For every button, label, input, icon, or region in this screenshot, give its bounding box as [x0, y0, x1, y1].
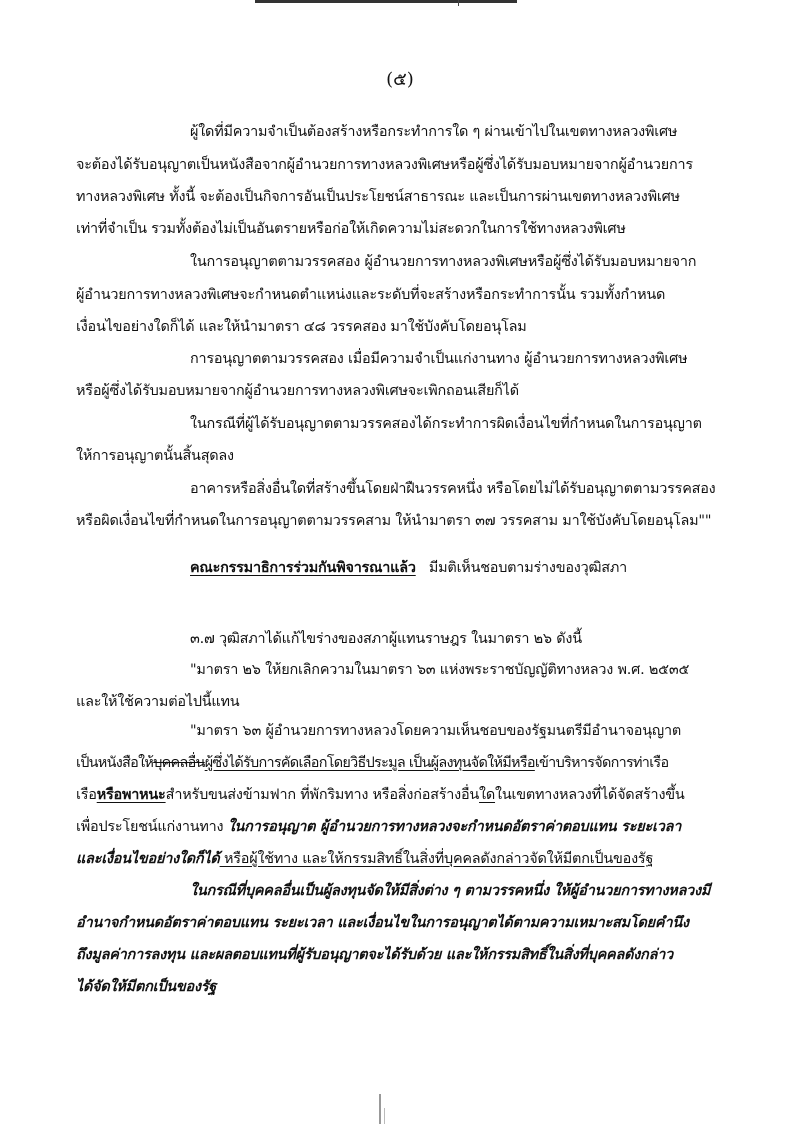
deleted-text: และเงื่อนไขอย่างใดก็ได้	[76, 850, 220, 867]
paragraph-line	[76, 751, 668, 774]
paragraph-line: หรือผู้ซึ่งได้รับมอบหมายจากผู้อำนวยการทางหลวงพิเศษจะเพิกถอนเสียก็ได้	[76, 383, 519, 399]
paragraph-line: ทางหลวงพิเศษ ทั้งนี้ จะต้องเป็นกิจการอันเป็นประโยชน์สาธารณะ และเป็นการผ่านเขตทางหลวงพิเศษ	[76, 189, 680, 205]
paragraph-line: การอนุญาตตามวรรคสอง เมื่อมีความจำเป็นแก่งานทาง ผู้อำนวยการทางหลวงพิเศษ	[190, 351, 688, 367]
inserted-text: หรือพาหนะ	[96, 786, 166, 803]
paragraph-line	[76, 783, 685, 806]
paragraph-line: อาคารหรือสิ่งอื่นใดที่สร้างขึ้นโดยฝ่าฝืนวรรคหนึ่ง หรือโดยไม่ได้รับอนุญาตตามวรรคสอง	[190, 481, 716, 497]
deleted-text: บุคคลอื่น	[153, 755, 205, 771]
text-segment: เข้าบริหารจัดการท่าเรือ	[534, 755, 669, 771]
paragraph-line	[76, 815, 681, 838]
scan-edge-mark	[379, 1094, 381, 1124]
paragraph-line: ได้จัดให้มีตกเป็นของรัฐ	[76, 978, 217, 995]
paragraph-line: "มาตรา ๒๖ ให้ยกเลิกความในมาตรา ๖๓ แห่งพระราชบัญญัติทางหลวง พ.ศ. ๒๕๓๕	[190, 662, 690, 678]
committee-result: มีมติเห็นชอบตามร่างของวุฒิสภา	[428, 560, 628, 576]
paragraph-line: อำนาจกำหนดอัตราค่าตอบแทน ระยะเวลา และเงื่อนไขในการอนุญาตได้ตามความเหมาะสมโดยคำนึง	[76, 914, 689, 931]
page-number: (๕)	[386, 69, 414, 90]
paragraph-line: ในการอนุญาตตามวรรคสอง ผู้อำนวยการทางหลวงพิเศษหรือผู้ซึ่งได้รับมอบหมายจาก	[190, 254, 697, 270]
paragraph-line: ในกรณีที่บุคคลอื่นเป็นผู้ลงทุนจัดให้มีสิ่งต่าง ๆ ตามวรรคหนึ่ง ให้ผู้อำนวยการทางหลวงมี	[190, 882, 711, 899]
text-segment: เป็นหนังสือให้	[76, 755, 154, 771]
text-segment: เรือ	[76, 787, 97, 803]
paragraph-line: ให้การอนุญาตนั้นสิ้นสุดลง	[76, 448, 234, 464]
paragraph-line	[76, 847, 653, 870]
scan-edge-mark	[384, 1108, 385, 1124]
paragraph-line: ผู้ใดที่มีความจำเป็นต้องสร้างหรือกระทำการใด ๆ ผ่านเข้าไปในเขตทางหลวงพิเศษ	[190, 124, 678, 140]
inserted-text: ผู้ซึ่งได้รับการคัดเลือกโดยวิธีประมูล เป็นผู้ลงทุนจัดให้มีหรือ	[204, 755, 535, 771]
inserted-text: หรือผู้ใช้ทาง และให้กรรมสิทธิ์ในสิ่งที่บุคคลดังกล่าวจัดให้มีตกเป็นของรัฐ	[219, 851, 654, 867]
section-heading: ๓.๗ วุฒิสภาได้แก้ไขร่างของสภาผู้แทนราษฎร ในมาตรา ๒๖ ดังนี้	[190, 631, 582, 647]
committee-resolution	[190, 556, 627, 579]
deleted-text: ในการอนุญาต ผู้อำนวยการทางหลวงจะกำหนดอัตราค่าตอบแทน ระยะเวลา	[227, 818, 682, 835]
paragraph-line: ผู้อำนวยการทางหลวงพิเศษจะกำหนดตำแหน่งและระดับที่จะสร้างหรือกระทำการนั้น รวมทั้งกำหนด	[76, 287, 666, 303]
inserted-text: ใด	[479, 787, 496, 803]
paragraph-line: ในกรณีที่ผู้ได้รับอนุญาตตามวรรคสองได้กระทำการผิดเงื่อนไขที่กำหนดในการอนุญาต	[190, 416, 702, 432]
paragraph-line: "มาตรา ๖๓ ผู้อำนวยการทางหลวงโดยความเห็นชอบของรัฐมนตรีมีอำนาจอนุญาต	[190, 723, 681, 739]
paragraph-line: เงื่อนไขอย่างใดก็ได้ และให้นำมาตรา ๔๘ วรรคสอง มาใช้บังคับโดยอนุโลม	[76, 319, 527, 335]
paragraph-line: และให้ใช้ความต่อไปนี้แทน	[76, 694, 240, 710]
paragraph-line: จะต้องได้รับอนุญาตเป็นหนังสือจากผู้อำนวยการทางหลวงพิเศษหรือผู้ซึ่งได้รับมอบหมายจากผู้อำนวยการ	[76, 157, 693, 173]
text-segment: ในเขตทางหลวงที่ได้จัดสร้างขึ้น	[495, 787, 685, 803]
text-segment: เพื่อประโยชน์แก่งานทาง	[76, 819, 228, 835]
committee-label: คณะกรรมาธิการร่วมกันพิจารณาแล้ว	[190, 559, 416, 576]
text-segment: สำหรับขนส่งข้ามฟาก ที่พักริมทาง หรือสิ่งก่อสร้างอื่น	[165, 787, 480, 803]
paragraph-line: หรือผิดเงื่อนไขที่กำหนดในการอนุญาตตามวรรคสาม ให้นำมาตรา ๓๗ วรรคสาม มาใช้บังคับโดยอนุโลม""	[76, 513, 712, 529]
paragraph-line: เท่าที่จำเป็น รวมทั้งต้องไม่เป็นอันตรายหรือก่อให้เกิดความไม่สะดวกในการใช้ทางหลวงพิเศษ	[76, 221, 626, 237]
scan-edge-mark	[458, 0, 459, 6]
scan-edge-mark	[255, 0, 517, 3]
paragraph-line: ถึงมูลค่าการลงทุน และผลตอบแทนที่ผู้รับอนุญาตจะได้รับด้วย และให้กรรมสิทธิ์ในสิ่งที่บุคคลดังกล่าว	[76, 946, 673, 963]
